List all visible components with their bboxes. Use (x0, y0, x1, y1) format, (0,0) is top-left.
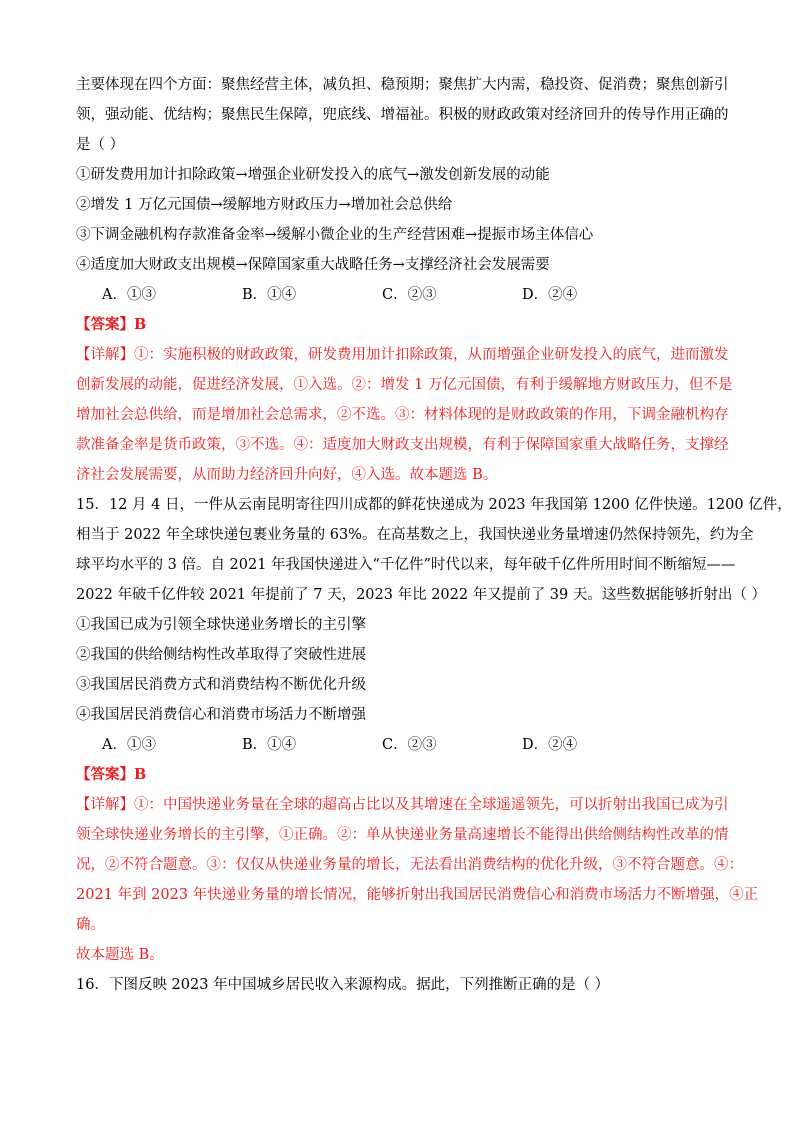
statement-item: ④我国居民消费信心和消费市场活力不断增强 (76, 707, 366, 723)
answer-label: 【答案】B (76, 316, 147, 333)
option-c: C．②③ (382, 287, 437, 303)
explanation-line: 况，②不符合题意。③：仅仅从快递业务量的增长，无法看出消费结构的优化升级，③不符合题意。④： (76, 857, 743, 873)
question-stem-line: 主要体现在四个方面：聚焦经营主体，减负担、稳预期；聚焦扩大内需，稳投资、促消费；聚焦创新引 (76, 77, 729, 93)
question-stem-line: 15．12 月 4 日，一件从云南昆明寄往四川成都的鲜花快递成为 2023 年我国第 1200 亿件快递。1200 亿件， (76, 497, 792, 513)
explanation-line: 故本题选 B。 (76, 947, 164, 963)
explanation-line: 【详解】①：中国快递业务量在全球的超高占比以及其增速在全球遥遥领先，可以折射出我国已成为引 (76, 797, 729, 813)
question-14 (76, 70, 733, 490)
question-15 (76, 490, 792, 970)
option-b: B．①④ (242, 737, 297, 753)
question-stem-line: 2022 年破千亿件较 2021 年提前了 7 天，2023 年比 2022 年又提前了 39 天。这些数据能够折射出（ ） (76, 587, 766, 603)
question-stem-line: 球平均水平的 3 倍。自 2021 年我国快递进入“千亿件”时代以来，每年破千亿件所用时间不断缩短—— (76, 557, 736, 573)
question-16 (76, 970, 726, 1000)
answer-label: 【答案】B (76, 766, 147, 783)
answer-options (76, 280, 726, 310)
statement-item: ④适度加大财政支出规模→保障国家重大战略任务→支撑经济社会发展需要 (76, 257, 550, 273)
statement-item: ①研发费用加计扣除政策→增强企业研发投入的底气→激发创新发展的动能 (76, 167, 550, 183)
explanation-line: 【详解】①：实施积极的财政政策，研发费用加计扣除政策，从而增强企业研发投入的底气，进而激发 (76, 347, 729, 363)
explanation-line: 创新发展的动能，促进经济发展，①入选。②：增发 1 万亿元国债，有利于缓解地方财政压力，但不是 (76, 377, 733, 393)
option-d: D．②④ (522, 287, 578, 303)
option-b: B．①④ (242, 287, 297, 303)
explanation-line: 增加社会总供给，而是增加社会总需求，②不选。③：材料体现的是财政政策的作用，下调金融机构存 (76, 407, 729, 423)
explanation-line: 2021 年到 2023 年快递业务量的增长情况，能够折射出我国居民消费信心和消费市场活力不断增强，④正 (76, 887, 759, 903)
option-a: A．①③ (102, 287, 156, 303)
statement-item: ③下调金融机构存款准备金率→缓解小微企业的生产经营困难→提振市场主体信心 (76, 227, 594, 243)
question-stem-line: 相当于 2022 年全球快递包裹业务量的 63%。在高基数之上，我国快递业务量增速仍然保持领先，约为全 (76, 527, 754, 543)
option-d: D．②④ (522, 737, 578, 753)
statement-item: ①我国已成为引领全球快递业务增长的主引擎 (76, 617, 366, 633)
answer-options (76, 730, 726, 760)
statement-item: ③我国居民消费方式和消费结构不断优化升级 (76, 677, 366, 693)
option-a: A．①③ (102, 737, 156, 753)
statement-item: ②增发 1 万亿元国债→缓解地方财政压力→增加社会总供给 (76, 197, 453, 213)
explanation-line: 款准备金率是货币政策，③不选。④：适度加大财政支出规模，有利于保障国家重大战略任务，支撑经 (76, 437, 729, 453)
question-stem-line: 领，强动能、优结构；聚焦民生保障，兜底线、增福祉。积极的财政政策对经济回升的传导作用正确的 (76, 107, 729, 123)
option-c: C．②③ (382, 737, 437, 753)
statement-item: ②我国的供给侧结构性改革取得了突破性进展 (76, 647, 366, 663)
explanation-line: 济社会发展需要，从而助力经济回升向好，④入选。故本题选 B。 (76, 467, 498, 483)
explanation-line: 领全球快递业务增长的主引擎，①正确。②：单从快递业务量高速增长不能得出供给侧结构性改革的情 (76, 827, 729, 843)
question-stem-line: 16．下图反映 2023 年中国城乡居民收入来源构成。据此，下列推断正确的是（ ） (76, 977, 610, 993)
question-stem-line: 是（ ） (76, 137, 125, 153)
explanation-line: 确。 (76, 917, 105, 933)
document-page (76, 70, 792, 1000)
